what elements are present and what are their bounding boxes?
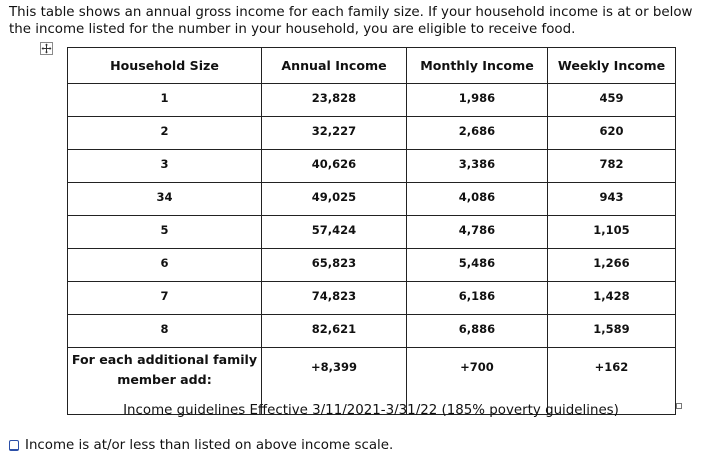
cell-household-size: 5 — [68, 216, 262, 249]
cell-weekly-income: 1,589 — [548, 315, 676, 348]
cell-monthly-income: 4,786 — [407, 216, 548, 249]
cell-weekly-income: 1,428 — [548, 282, 676, 315]
cell-weekly-income: 1,105 — [548, 216, 676, 249]
additional-annual-income: +8,399 — [262, 348, 407, 415]
header-weekly-income: Weekly Income — [548, 48, 676, 84]
cell-monthly-income: 3,386 — [407, 150, 548, 183]
eligibility-checkbox-line — [9, 438, 393, 453]
cell-weekly-income: 943 — [548, 183, 676, 216]
cell-annual-income: 49,025 — [262, 183, 407, 216]
income-guidelines-note: Income guidelines Effective 3/11/2021-3/31/22 (185% poverty guidelines) — [123, 403, 619, 418]
intro-paragraph: This table shows an annual gross income for each family size. If your household income is at or below the income listed for the number in your household, you are eligible to receive food. — [9, 5, 693, 37]
cell-annual-income: 40,626 — [262, 150, 407, 183]
income-guidelines-table — [67, 47, 676, 415]
cell-monthly-income: 2,686 — [407, 117, 548, 150]
cell-monthly-income: 6,186 — [407, 282, 548, 315]
cell-annual-income: 57,424 — [262, 216, 407, 249]
cell-household-size: 3 — [68, 150, 262, 183]
eligibility-checkbox-label: Income is at/or less than listed on above income scale. — [25, 438, 394, 453]
cell-weekly-income: 1,266 — [548, 249, 676, 282]
table-move-handle-icon[interactable] — [40, 42, 53, 55]
table-row — [68, 282, 676, 315]
cell-annual-income: 65,823 — [262, 249, 407, 282]
cell-monthly-income: 6,886 — [407, 315, 548, 348]
cell-monthly-income: 4,086 — [407, 183, 548, 216]
cell-weekly-income: 459 — [548, 84, 676, 117]
table-row — [68, 249, 676, 282]
cell-household-size: 6 — [68, 249, 262, 282]
cell-household-size: 34 — [68, 183, 262, 216]
header-annual-income: Annual Income — [262, 48, 407, 84]
table-row — [68, 150, 676, 183]
cell-household-size: 8 — [68, 315, 262, 348]
table-header-row — [68, 48, 676, 84]
table-row — [68, 183, 676, 216]
cell-annual-income: 32,227 — [262, 117, 407, 150]
cell-monthly-income: 1,986 — [407, 84, 548, 117]
table-row — [68, 315, 676, 348]
cell-household-size: 1 — [68, 84, 262, 117]
additional-member-label: For each additional family member add: — [68, 348, 262, 415]
cell-annual-income: 74,823 — [262, 282, 407, 315]
additional-monthly-income: +700 — [407, 348, 548, 415]
header-monthly-income: Monthly Income — [407, 48, 548, 84]
checkbox-icon[interactable] — [9, 440, 19, 451]
cell-household-size: 7 — [68, 282, 262, 315]
cell-annual-income: 23,828 — [262, 84, 407, 117]
cell-household-size: 2 — [68, 117, 262, 150]
table-row — [68, 84, 676, 117]
header-household-size: Household Size — [68, 48, 262, 84]
table-row — [68, 216, 676, 249]
table-row — [68, 117, 676, 150]
cell-annual-income: 82,621 — [262, 315, 407, 348]
additional-weekly-income: +162 — [548, 348, 676, 415]
cell-weekly-income: 782 — [548, 150, 676, 183]
cell-monthly-income: 5,486 — [407, 249, 548, 282]
cell-weekly-income: 620 — [548, 117, 676, 150]
